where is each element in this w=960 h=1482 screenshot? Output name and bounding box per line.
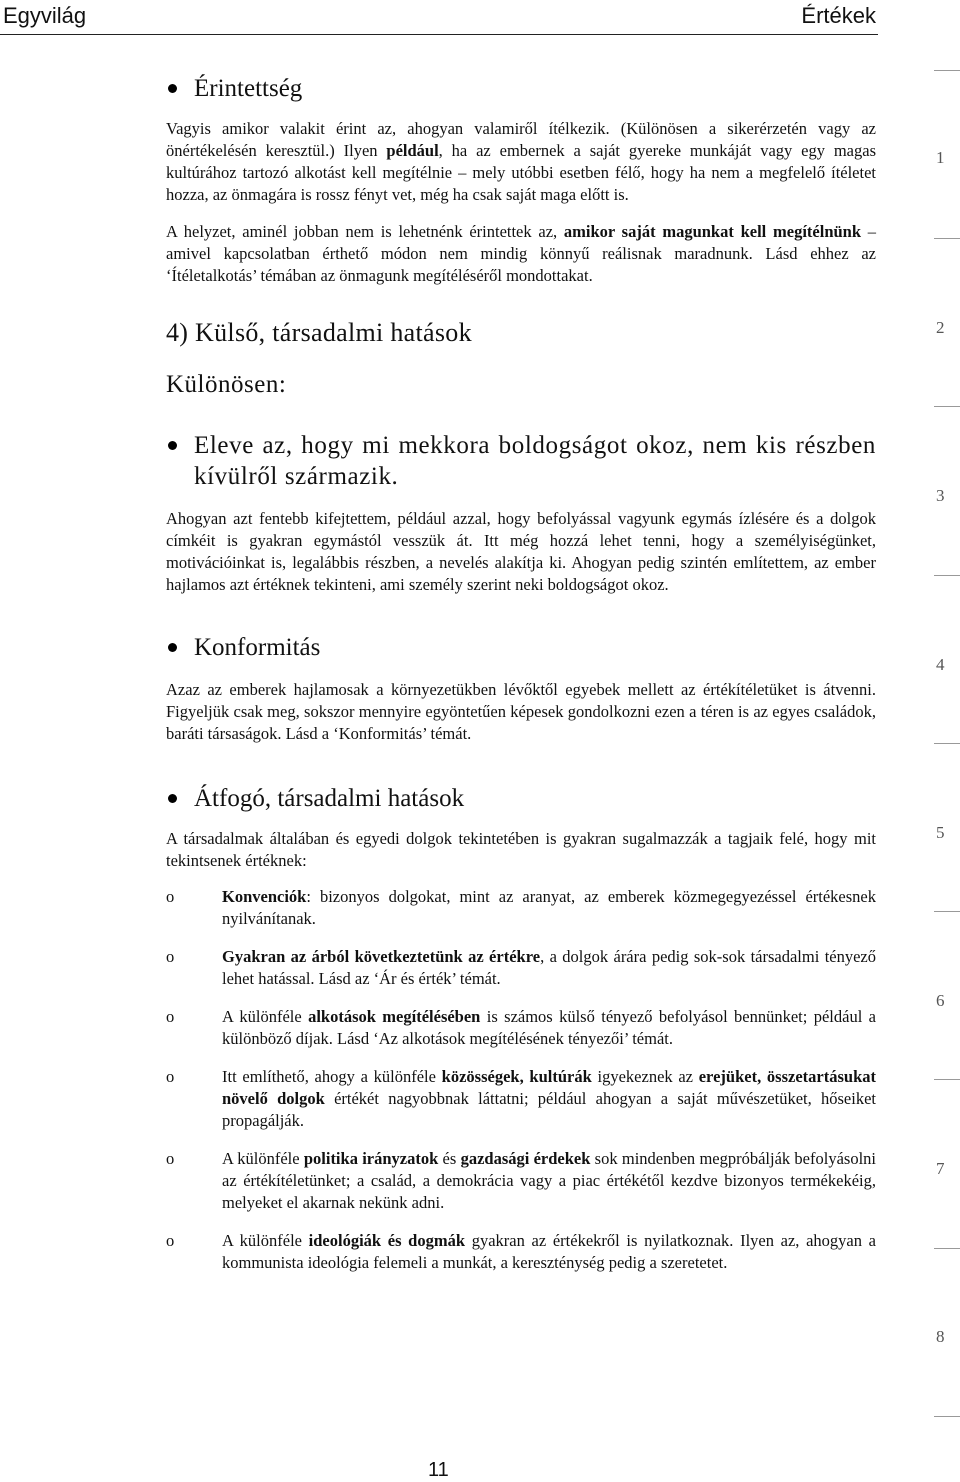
list-marker-icon: o bbox=[166, 1149, 175, 1168]
margin-number: 4 bbox=[936, 655, 945, 674]
list-marker-icon: o bbox=[166, 1067, 175, 1086]
section-subtitle: Különösen: bbox=[166, 371, 287, 398]
margin-number: 3 bbox=[936, 486, 945, 505]
margin-number: 5 bbox=[936, 823, 945, 842]
margin-number: 7 bbox=[936, 1159, 945, 1178]
paragraph-erintettseg-2: A helyzet, aminél jobban nem is lehetnénk érintettek az, amikor saját magunkat kell megítélnünk – amivel kapcsolatban érthető módon nem mindig könnyű reálisnak maradnunk. Lásd ehhez az ‘Ítéletalkotás’ témában az önmagunk megítéléséről mondottakat. bbox=[166, 222, 877, 285]
paragraph-kulso-hatasok: Ahogyan azt fentebb kifejtettem, például azzal, hogy befolyással vagyunk egymás ízlésére és a dolgok címkéit is gyakran egymástól vesszük át. Itt még hozzá lehet tenni, hogy a személyiségünket, motivációinkat is, legalábbis részben, a nevelés alakítja ki. Ahogyan pedig szintén említettem, az ember hajlamos azt értéknek tekinteni, ami személy szerint neki boldogságot okoz. bbox=[166, 509, 876, 594]
paragraph-atfogo-hatasok: A társadalmak általában és egyedi dolgok tekintetében is gyakran sugalmazzák a tagjaik felé, hogy mit tekintsenek értéknek: bbox=[166, 829, 876, 870]
section-heading-atfogo-hatasok: Átfogó, társadalmi hatások bbox=[166, 783, 876, 814]
document-body bbox=[166, 60, 876, 1274]
bullet-dot-icon bbox=[168, 441, 177, 450]
paragraph-erintettseg-1: Vagyis amikor valakit érint az, ahogyan valamiről ítélkezik. (Különösen a sikerérzetén vagy az önértékelésén keresztül.) Ilyen például, ha az embernek a saját gyereke munkáját vagy egy magas kultúrához tartozó alkotást kell megítélnie – mely utóbbi esetben félő, hogy ha nem a megfelelő ítéletet hozza, az önmagára is rossz fényt vet, még ha csak saját maga előtt is. bbox=[166, 119, 876, 204]
bullet-dot-icon bbox=[168, 794, 177, 803]
margin-divider bbox=[934, 70, 960, 71]
margin-divider bbox=[934, 406, 960, 407]
list-marker-icon: o bbox=[166, 887, 175, 906]
margin-number: 6 bbox=[936, 991, 945, 1010]
list-marker-icon: o bbox=[166, 1007, 175, 1026]
margin-divider bbox=[934, 575, 960, 576]
list-item: o Itt említhető, ahogy a különféle közösségek, kultúrák igyekeznek az erejüket, összetartásukat növelő dolgok értékét nagyobbnak láttatni; például ahogyan a saját művészetüket, hőseiket propagálják. bbox=[166, 1067, 876, 1130]
list-item: o Gyakran az árból következtetünk az értékre, a dolgok árára pedig sok-sok társadalmi tényező lehet hatással. Lásd az ‘Ár és érték’ témát. bbox=[166, 947, 876, 988]
list-marker-icon: o bbox=[166, 1231, 175, 1250]
margin-number: 1 bbox=[936, 148, 945, 167]
list-item: o A különféle politika irányzatok és gazdasági érdekek sok mindenben megpróbálják befolyásolni az értékítéletünket; a család, a demokrácia vagy a piac értékétől kezdve bizonyos termékekéig, melyeket el akarnak nekünk adni. bbox=[166, 1149, 876, 1212]
list-item: o Konvenciók: bizonyos dolgokat, mint az aranyat, az emberek közmegegyezéssel értékesnek nyilvánítanak. bbox=[166, 887, 876, 928]
bullet-dot-icon bbox=[168, 84, 177, 93]
margin-divider bbox=[934, 1416, 960, 1417]
page-number: 11 bbox=[428, 1459, 449, 1481]
margin-divider bbox=[934, 1079, 960, 1080]
big-bullet-kivulrol: Eleve az, hogy mi mekkora boldogságot okoz, nem kis részben kívülről származik. bbox=[166, 430, 876, 492]
header-left-title: Egyvilág bbox=[3, 3, 87, 28]
section-heading-erintettseg: Érintettség bbox=[166, 73, 876, 104]
section-title-kulso-hatasok: 4) Külső, társadalmi hatások bbox=[166, 318, 472, 347]
bullet-dot-icon bbox=[168, 643, 177, 652]
list-item: o A különféle ideológiák és dogmák gyakran az értékekről is nyilatkoznak. Ilyen az, ahogyan a kommunista ideológia felemeli a munkát, a kereszténység pedig a szeretetet. bbox=[166, 1231, 876, 1272]
page-header bbox=[0, 0, 878, 35]
margin-number: 8 bbox=[936, 1327, 945, 1346]
margin-divider bbox=[934, 1248, 960, 1249]
margin-divider bbox=[934, 743, 960, 744]
header-right-title: Értékek bbox=[801, 3, 876, 28]
list-item: o A különféle alkotások megítélésében is számos külső tényező befolyásol bennünket; például a különböző díjak. Lásd ‘Az alkotások megítélésének tényezői’ témát. bbox=[166, 1007, 876, 1048]
value-influence-list bbox=[166, 886, 876, 1274]
margin-divider bbox=[934, 238, 960, 239]
margin-number: 2 bbox=[936, 318, 945, 337]
list-marker-icon: o bbox=[166, 947, 175, 966]
section-heading-konformitas: Konformitás bbox=[166, 632, 876, 663]
paragraph-konformitas: Azaz az emberek hajlamosak a környezetükben lévőktől egyebek mellett az értékítéletüket is átvenni. Figyeljük csak meg, sokszor mennyire egyöntetűen képesek gondolkozni ezen a téren is az egyes családok, baráti társaságok. Lásd a ‘Konformitás’ témát. bbox=[166, 680, 876, 743]
margin-divider bbox=[934, 911, 960, 912]
